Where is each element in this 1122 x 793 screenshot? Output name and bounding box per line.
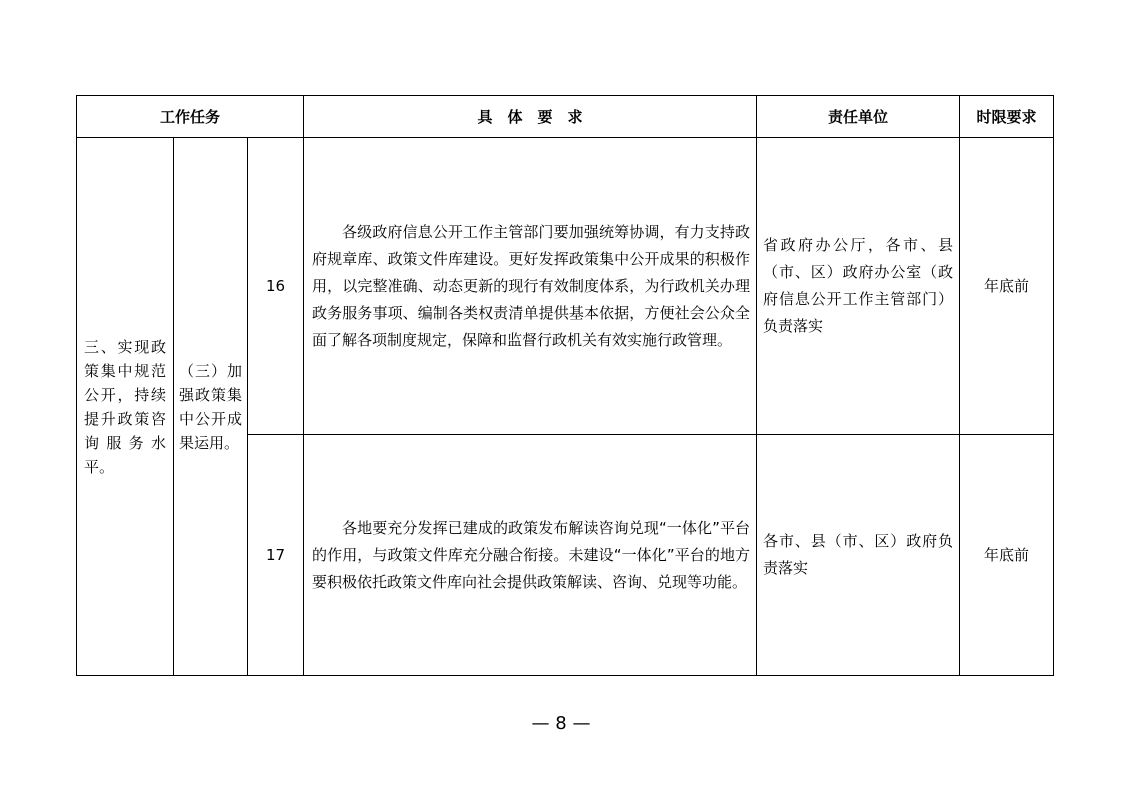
- task-level2-cell: （三）加强政策集中公开成果运用。: [174, 138, 248, 676]
- table-header-row: [77, 96, 1054, 138]
- header-deadline: 时限要求: [960, 96, 1054, 138]
- row-number: 16: [248, 138, 304, 435]
- deadline-cell: 年底前: [960, 138, 1054, 435]
- requirement-text: 各地要充分发挥已建成的政策发布解读咨询兑现“一体化”平台的作用，与政策文件库充分融合衔接。未建设“一体化”平台的地方要积极依托政策文件库向社会提供政策解读、咨询、兑现等功能。: [312, 518, 751, 591]
- row-number: 17: [248, 435, 304, 676]
- unit-cell: 各市、县（市、区）政府负责落实: [757, 435, 960, 676]
- task-table: [76, 95, 1054, 676]
- header-unit: 责任单位: [757, 96, 960, 138]
- requirement-text: 各级政府信息公开工作主管部门要加强统筹协调，有力支持政府规章库、政策文件库建设。更好发挥政策集中公开成果的积极作用，以完整准确、动态更新的现行有效制度体系，为行政机关办理政务服务事项、编制各类权责清单提供基本依据，方便社会公众全面了解各项制度规定，保障和监督行政机关有效实施行政管理。: [312, 222, 751, 349]
- requirement-cell: [304, 138, 757, 435]
- header-task: 工作任务: [77, 96, 304, 138]
- task-level1-cell: 三、实现政策集中规范公开，持续提升政策咨询服务水平。: [77, 138, 174, 676]
- page-number: — 8 —: [531, 713, 591, 734]
- unit-cell: 省政府办公厅，各市、县（市、区）政府办公室（政府信息公开工作主管部门）负责落实: [757, 138, 960, 435]
- requirement-cell: [304, 435, 757, 676]
- deadline-cell: 年底前: [960, 435, 1054, 676]
- table-row: [77, 138, 1054, 435]
- header-requirement: 具 体 要 求: [304, 96, 757, 138]
